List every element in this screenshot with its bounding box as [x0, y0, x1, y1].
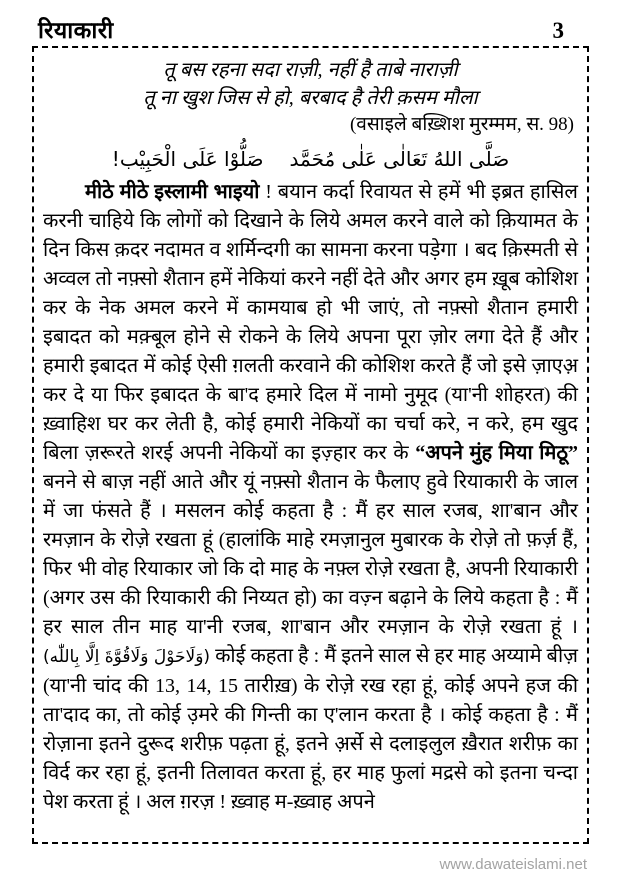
body-segment-text-1: ! बयान कर्दा रिवायत से हमें भी इब्रत हासिल करनी चाहिये कि लोगों को दिखाने के लिये अमल करने वाले को क़ियामत के दिन किस क़दर नदामत व शर्मिन्दगी का सामना करना पड़ेगा । बद क़िस्मती से अव्वल तो नफ़्सो शैतान हमें नेकियां करने नहीं देते और अगर हम ख़ूब कोशिश कर के नेक अमल करने में कामयाब हो भी जाएं, तो नफ़्सो शैतान हमारी इबादत को मक़्बूल होने से रोकने के लिये अपना पूरा ज़ोर लगा देते हैं और हमारी इबादत में कोई ऐसी ग़लती करवाने की कोशिश करते हैं जो इसे ज़ाएअ़ कर दे या फिर इबादत के बा'द हमारे दिल में नामो नुमूद (या'नी शोहरत) की ख़्वाहिश घर कर लेती है, कोई हमारी नेकियों का चर्चा करे, न करे, हम खुद बिला ज़रूरते शरई अपनी नेकियों का इज़्हार कर के	[43, 181, 578, 464]
body-segment-text-3: कोई कहता है : मैं इतने साल से हर माह अय्यामे बीज़ (या'नी चांद की 13, 14, 15 तारीख़) के रोज़े रख रहा हूं, कोई अपने हज की ता'दाद का, तो कोई उ़मरे की गिन्ती का ए'लान करता है । कोई कहता है : मैं रोज़ाना इतने दुरूद शरीफ़ पढ़ता हूं, इतने अ़र्से से दलाइलुल ख़ैरात शरीफ़ का विर्द कर रहा हूं, इतनी तिलावत करता हूं, हर माह फुलां मद्रसे को इतना चन्दा पेश करता हूं । अल ग़रज़ ! ख़्वाह म-ख़्वाह अपने	[43, 645, 578, 813]
body-segment-arabic-phrase: (وَلَاحَوْلَ وَلَاقُوَّةَ اِلَّا بِاللّٰه)	[43, 647, 211, 667]
verse-couplet	[43, 56, 578, 138]
body-segment-text-2: बनने से बाज़ नहीं आते और यूं नफ़्सो शैतान के फैलाए हुवे रियाकारी के जाल में जा फंसते हैं । मसलन कोई कहता है : मैं हर साल रजब, शा'बान और रमज़ान के रोज़े रखता हूं (हालांकि माहे रमज़ानुल मुबारक के रोज़े तो फ़र्ज़ हैं, फिर भी वोह रियाकार जो कि दो माह के नफ़्ल रोज़े रखता है, अपनी रियाकारी (अगर उस की रियाकारी की निय्यत हो) का वज़्न बढ़ाने के लिये कहता है : मैं हर साल तीन माह या'नी रजब, शा'बान और रमज़ान के रोज़े रखता हूं ।	[43, 471, 578, 638]
salawat-line	[43, 142, 578, 176]
verse-line-2: तू ना खुश जिस से हो, बरबाद है तेरी क़सम मौला	[143, 87, 478, 109]
salawat-response-arabic: صَلَّى اللهُ تَعَالٰى عَلٰى مُحَمَّد	[289, 147, 510, 171]
body-segment-bold-quote: “अपने मुंह मिया मिठू”	[415, 442, 579, 464]
book-title: रियाकारी	[38, 18, 114, 43]
dashed-content-border	[32, 46, 589, 844]
verse-attribution: (वसाइले बख़्शिश मुरम्मम, स. 98)	[349, 114, 574, 135]
page-header	[0, 0, 620, 46]
page-number: 3	[552, 18, 564, 43]
website-url: www.dawateislami.net	[439, 856, 587, 873]
body-segment-bold-opening: मीठे मीठे इस्लामी भाइयो	[85, 181, 260, 203]
verse-line-1: तू बस रहना सदा राज़ी, नहीं है ताबे नाराज़ी	[163, 59, 458, 81]
body-paragraph	[43, 178, 578, 817]
salawat-call-arabic: صَلُّوْا عَلَى الْحَبِيْب!	[111, 147, 264, 171]
